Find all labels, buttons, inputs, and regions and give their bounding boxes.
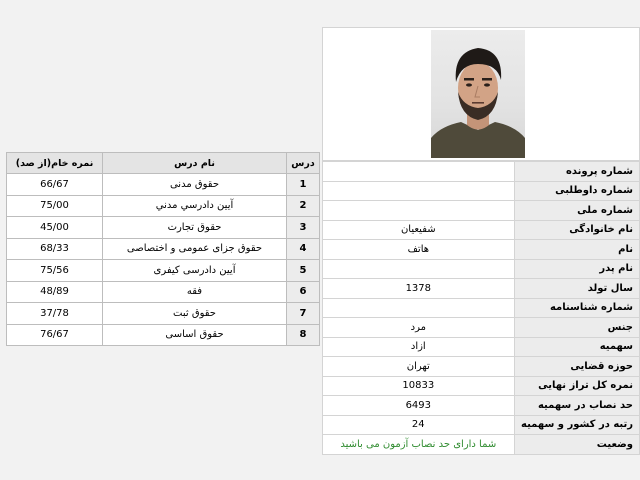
info-row bbox=[323, 435, 640, 455]
course-name: حقوق اساسی bbox=[103, 324, 287, 346]
course-number: 6 bbox=[287, 281, 320, 303]
course-name: حقوق تجارت bbox=[103, 217, 287, 239]
info-value: مرد bbox=[323, 318, 515, 338]
grade-row bbox=[7, 195, 320, 217]
info-row bbox=[323, 220, 640, 240]
grade-score: 45/00 bbox=[7, 217, 103, 239]
grade-row bbox=[7, 260, 320, 282]
info-value bbox=[323, 162, 515, 182]
candidate-photo bbox=[431, 30, 525, 158]
info-value bbox=[323, 181, 515, 201]
grade-score: 76/67 bbox=[7, 324, 103, 346]
info-label: سهمیه bbox=[514, 337, 639, 357]
info-row bbox=[323, 318, 640, 338]
grade-score: 75/56 bbox=[7, 260, 103, 282]
info-label: شماره داوطلبی bbox=[514, 181, 639, 201]
course-name: آیین دادرسي مدني bbox=[103, 195, 287, 217]
info-label: نمره کل تراز نهایی bbox=[514, 376, 639, 396]
info-value bbox=[323, 201, 515, 221]
info-row bbox=[323, 357, 640, 377]
score-column-header: نمره خام(از صد) bbox=[7, 153, 103, 174]
info-value: 1378 bbox=[323, 279, 515, 299]
info-row bbox=[323, 337, 640, 357]
info-value: 6493 bbox=[323, 396, 515, 416]
course-number: 4 bbox=[287, 238, 320, 260]
course-number: 8 bbox=[287, 324, 320, 346]
grade-row bbox=[7, 217, 320, 239]
grades-table bbox=[6, 152, 320, 346]
info-row bbox=[323, 259, 640, 279]
info-label: جنس bbox=[514, 318, 639, 338]
grade-row bbox=[7, 281, 320, 303]
course-name: حقوق جزای عمومی و اختصاصی bbox=[103, 238, 287, 260]
grade-score: 75/00 bbox=[7, 195, 103, 217]
info-value: ازاد bbox=[323, 337, 515, 357]
course-number: 5 bbox=[287, 260, 320, 282]
course-name-column-header: نام درس bbox=[103, 153, 287, 174]
grade-row bbox=[7, 303, 320, 325]
info-value: شفیعیان bbox=[323, 220, 515, 240]
info-label: نام پدر bbox=[514, 259, 639, 279]
grade-score: 48/89 bbox=[7, 281, 103, 303]
info-row bbox=[323, 279, 640, 299]
grade-row bbox=[7, 324, 320, 346]
info-row bbox=[323, 181, 640, 201]
info-value: هاتف bbox=[323, 240, 515, 260]
info-label: وضعیت bbox=[514, 435, 639, 455]
info-label: شماره پرونده bbox=[514, 162, 639, 182]
course-number: 2 bbox=[287, 195, 320, 217]
info-row bbox=[323, 396, 640, 416]
info-label: سال تولد bbox=[514, 279, 639, 299]
grade-row bbox=[7, 174, 320, 196]
grade-row bbox=[7, 238, 320, 260]
grade-score: 37/78 bbox=[7, 303, 103, 325]
info-row bbox=[323, 415, 640, 435]
info-value: تهران bbox=[323, 357, 515, 377]
course-number: 1 bbox=[287, 174, 320, 196]
info-value: 10833 bbox=[323, 376, 515, 396]
info-row bbox=[323, 298, 640, 318]
info-row bbox=[323, 162, 640, 182]
grade-score: 68/33 bbox=[7, 238, 103, 260]
info-label: نام خانوادگی bbox=[514, 220, 639, 240]
course-name: فقه bbox=[103, 281, 287, 303]
info-row bbox=[323, 240, 640, 260]
info-label: شماره شناسنامه bbox=[514, 298, 639, 318]
candidate-info-table bbox=[322, 161, 640, 455]
info-value bbox=[323, 298, 515, 318]
info-label: رتبه در کشور و سهمیه bbox=[514, 415, 639, 435]
grade-score: 66/67 bbox=[7, 174, 103, 196]
course-number: 3 bbox=[287, 217, 320, 239]
course-name: آیین دادرسی کیفری bbox=[103, 260, 287, 282]
info-value: 24 bbox=[323, 415, 515, 435]
course-name: حقوق مدنی bbox=[103, 174, 287, 196]
info-label: حوزه قضایی bbox=[514, 357, 639, 377]
info-label: شماره ملی bbox=[514, 201, 639, 221]
info-row bbox=[323, 376, 640, 396]
grades-header-row bbox=[7, 153, 320, 174]
info-value bbox=[323, 259, 515, 279]
info-row bbox=[323, 201, 640, 221]
course-name: حقوق ثبت bbox=[103, 303, 287, 325]
info-label: نام bbox=[514, 240, 639, 260]
course-number: 7 bbox=[287, 303, 320, 325]
status-value: شما دارای حد نصاب آزمون می باشید bbox=[323, 435, 515, 455]
info-label: حد نصاب در سهمیه bbox=[514, 396, 639, 416]
portrait-image bbox=[431, 30, 525, 158]
course-number-column-header: درس bbox=[287, 153, 320, 174]
